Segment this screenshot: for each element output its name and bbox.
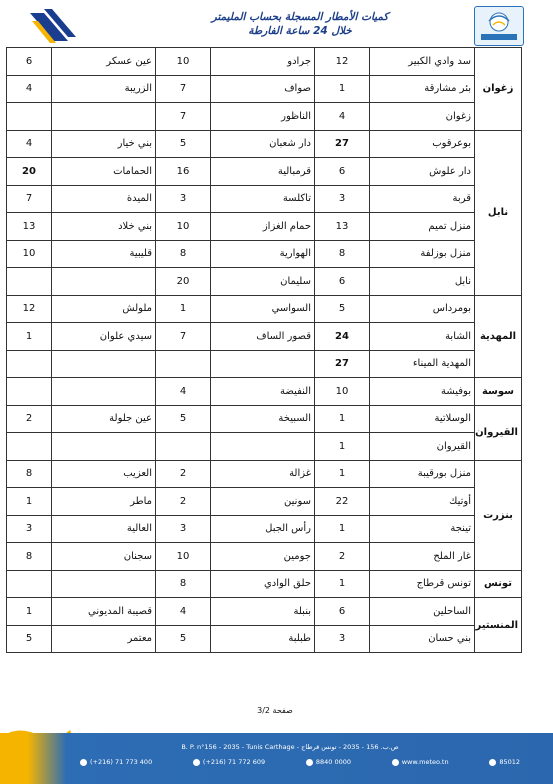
station-name: قصور الساف — [211, 323, 315, 351]
rainfall-value: 13 — [315, 213, 370, 241]
station-name: سد وادي الكبير — [370, 48, 475, 76]
station-name: القيروان — [370, 433, 475, 461]
rainfall-value: 7 — [7, 185, 52, 213]
rainfall-value: 1 — [315, 75, 370, 103]
footer-phone-2-text: (+216) 71 772 609 — [202, 758, 266, 766]
rainfall-value: 1 — [315, 515, 370, 543]
station-name: سليمان — [211, 268, 315, 296]
rainfall-value: 1 — [315, 460, 370, 488]
footer-toll-free — [306, 758, 351, 766]
table-row — [7, 598, 522, 626]
station-name: السواسي — [211, 295, 315, 323]
station-name: معتمر — [52, 625, 156, 653]
rainfall-value: 8 — [156, 240, 211, 268]
rainfall-value: 5 — [156, 405, 211, 433]
phone-icon — [80, 759, 87, 766]
rainfall-value: 3 — [156, 185, 211, 213]
station-name: قصيبة المديوني — [52, 598, 156, 626]
station-name: دار شعبان — [211, 130, 315, 158]
rainfall-value: 20 — [156, 268, 211, 296]
station-name: الناظور — [211, 103, 315, 131]
region-name: تونس — [475, 570, 522, 598]
rainfall-value: 2 — [156, 488, 211, 516]
station-name: قرمبالية — [211, 158, 315, 186]
station-name: العزيب — [52, 460, 156, 488]
region-name: زغوان — [475, 48, 522, 131]
station-name — [52, 103, 156, 131]
fax-icon — [193, 759, 200, 766]
toll-free-icon — [306, 759, 313, 766]
rainfall-value: 5 — [156, 625, 211, 653]
rainfall-value: 22 — [315, 488, 370, 516]
rainfall-value — [7, 268, 52, 296]
footer-phone-1 — [80, 758, 152, 766]
rainfall-value: 1 — [315, 570, 370, 598]
rainfall-value — [7, 350, 52, 378]
station-name: تاكلسة — [211, 185, 315, 213]
title-line-1: كميات الأمطار المسجلة بحساب المليمتر — [211, 11, 389, 23]
station-name: أوتيك — [370, 488, 475, 516]
station-name: بنبلة — [211, 598, 315, 626]
table-row — [7, 543, 522, 571]
rainfall-value: 3 — [7, 515, 52, 543]
rainfall-value: 3 — [156, 515, 211, 543]
rainfall-value — [7, 433, 52, 461]
station-name: عين عسكر — [52, 48, 156, 76]
station-name: بومرداس — [370, 295, 475, 323]
region-name: بنزرت — [475, 460, 522, 570]
sms-icon — [489, 759, 496, 766]
footer-sms-text: 85012 — [499, 758, 520, 766]
rainfall-value: 1 — [156, 295, 211, 323]
station-name — [52, 350, 156, 378]
rainfall-table-body — [7, 48, 522, 653]
station-name: ماطر — [52, 488, 156, 516]
table-row — [7, 130, 522, 158]
station-name: صواف — [211, 75, 315, 103]
station-name: طبلبة — [211, 625, 315, 653]
rainfall-value: 8 — [7, 543, 52, 571]
station-name — [211, 433, 315, 461]
station-name: السبيخة — [211, 405, 315, 433]
rainfall-table — [6, 47, 522, 653]
station-name: بني خلاد — [52, 213, 156, 241]
table-row — [7, 488, 522, 516]
rainfall-value: 5 — [156, 130, 211, 158]
footer-website[interactable] — [392, 758, 449, 766]
rainfall-value: 3 — [315, 625, 370, 653]
table-row — [7, 158, 522, 186]
rainfall-value: 6 — [315, 268, 370, 296]
station-name: حلق الوادي — [211, 570, 315, 598]
station-name: غزالة — [211, 460, 315, 488]
title-line-2: خلال 24 ساعة الفارطة — [248, 25, 352, 37]
station-name — [52, 433, 156, 461]
station-name — [211, 350, 315, 378]
station-name: بوعرقوب — [370, 130, 475, 158]
rainfall-value: 5 — [7, 625, 52, 653]
document-header — [0, 0, 553, 52]
station-name: سيدي علوان — [52, 323, 156, 351]
table-row — [7, 405, 522, 433]
table-row — [7, 323, 522, 351]
rainfall-value: 24 — [315, 323, 370, 351]
station-name: نابل — [370, 268, 475, 296]
footer-contacts — [80, 756, 520, 768]
station-name: منزل تميم — [370, 213, 475, 241]
station-name — [52, 570, 156, 598]
station-name: منزل بورقيبة — [370, 460, 475, 488]
station-name: الوسلاتية — [370, 405, 475, 433]
rainfall-value: 1 — [7, 323, 52, 351]
station-name: الميدة — [52, 185, 156, 213]
rainfall-value: 12 — [315, 48, 370, 76]
region-name: سوسة — [475, 378, 522, 406]
rainfall-value: 5 — [315, 295, 370, 323]
footer-sms — [489, 758, 520, 766]
rainfall-value: 2 — [156, 460, 211, 488]
station-name: الساحلين — [370, 598, 475, 626]
table-row — [7, 515, 522, 543]
table-row — [7, 268, 522, 296]
station-name: الزريبة — [52, 75, 156, 103]
rainfall-value: 10 — [7, 240, 52, 268]
rainfall-value: 8 — [7, 460, 52, 488]
station-name: جرادو — [211, 48, 315, 76]
station-name: الشابة — [370, 323, 475, 351]
station-name: عين جلولة — [52, 405, 156, 433]
rainfall-value: 1 — [315, 433, 370, 461]
table-row — [7, 48, 522, 76]
rainfall-value: 4 — [7, 130, 52, 158]
rainfall-value: 8 — [315, 240, 370, 268]
station-name: حمام الغزاز — [211, 213, 315, 241]
rainfall-value: 16 — [156, 158, 211, 186]
station-name: ملولش — [52, 295, 156, 323]
rainfall-value: 6 — [7, 48, 52, 76]
region-name: المهدية — [475, 295, 522, 378]
rainfall-value: 10 — [156, 48, 211, 76]
rainfall-value: 3 — [315, 185, 370, 213]
station-name: تونس قرطاج — [370, 570, 475, 598]
footer-phone-2 — [193, 758, 265, 766]
footer-website-text[interactable]: www.meteo.tn — [401, 758, 449, 766]
rainfall-value: 7 — [156, 75, 211, 103]
footer-address: B. P. n°156 - 2035 - Tunis Carthage - ص.ب. 156 - 2035 - تونس قرطاج — [181, 743, 399, 751]
station-name — [52, 378, 156, 406]
rainfall-value: 4 — [315, 103, 370, 131]
station-name — [52, 268, 156, 296]
station-name: منزل بوزلفة — [370, 240, 475, 268]
region-name: القيروان — [475, 405, 522, 460]
station-name: بني حسان — [370, 625, 475, 653]
rainfall-value — [7, 103, 52, 131]
rainfall-value: 1 — [7, 598, 52, 626]
station-name: النفيضة — [211, 378, 315, 406]
region-name: المنستير — [475, 598, 522, 653]
station-name: سونين — [211, 488, 315, 516]
rainfall-value: 2 — [315, 543, 370, 571]
rainfall-value: 4 — [156, 378, 211, 406]
station-name: الحمامات — [52, 158, 156, 186]
document-title — [200, 10, 400, 38]
station-name: زغوان — [370, 103, 475, 131]
rainfall-value: 7 — [156, 103, 211, 131]
rainfall-value: 1 — [315, 405, 370, 433]
rainfall-value — [7, 378, 52, 406]
station-name: بوفيشة — [370, 378, 475, 406]
table-row — [7, 570, 522, 598]
station-name: بني خيار — [52, 130, 156, 158]
rainfall-value: 10 — [156, 543, 211, 571]
station-name: الهوارية — [211, 240, 315, 268]
rainfall-value: 8 — [156, 570, 211, 598]
footer-toll-free-text: 8840 0000 — [315, 758, 351, 766]
station-name: جومين — [211, 543, 315, 571]
rainfall-value: 1 — [7, 488, 52, 516]
table-row — [7, 460, 522, 488]
station-name: قليبية — [52, 240, 156, 268]
table-row — [7, 295, 522, 323]
station-name: المهدية الميناء — [370, 350, 475, 378]
rainfall-value: 10 — [315, 378, 370, 406]
station-name: غار الملح — [370, 543, 475, 571]
rainfall-value: 13 — [7, 213, 52, 241]
table-row — [7, 103, 522, 131]
rainfall-value: 27 — [315, 350, 370, 378]
station-name: تينجة — [370, 515, 475, 543]
page-number: صفحة 3/2 — [257, 706, 293, 715]
region-name: نابل — [475, 130, 522, 295]
table-row — [7, 213, 522, 241]
table-row — [7, 433, 522, 461]
table-row — [7, 75, 522, 103]
table-row — [7, 185, 522, 213]
rainfall-value: 27 — [315, 130, 370, 158]
station-name: رأس الجبل — [211, 515, 315, 543]
station-name: سجنان — [52, 543, 156, 571]
rainfall-value: 20 — [7, 158, 52, 186]
rainfall-value: 2 — [7, 405, 52, 433]
rainfall-value: 7 — [156, 323, 211, 351]
rainfall-value: 10 — [156, 213, 211, 241]
globe-icon — [392, 759, 399, 766]
rainfall-value: 6 — [315, 598, 370, 626]
rainfall-value — [156, 433, 211, 461]
rainfall-value: 4 — [156, 598, 211, 626]
station-name: قربة — [370, 185, 475, 213]
rainfall-value: 4 — [7, 75, 52, 103]
station-name: بئر مشارقة — [370, 75, 475, 103]
station-name: دار علوش — [370, 158, 475, 186]
rainfall-value — [7, 570, 52, 598]
national-meteorology-institute-logo — [474, 6, 524, 46]
station-name: العالية — [52, 515, 156, 543]
table-row — [7, 350, 522, 378]
rainfall-value: 6 — [315, 158, 370, 186]
rainfall-value: 12 — [7, 295, 52, 323]
rainfall-value — [156, 350, 211, 378]
table-row — [7, 240, 522, 268]
institute-stripes-logo — [30, 7, 76, 47]
table-row — [7, 378, 522, 406]
table-row — [7, 625, 522, 653]
footer-phone-1-text: (+216) 71 773 400 — [90, 758, 153, 766]
